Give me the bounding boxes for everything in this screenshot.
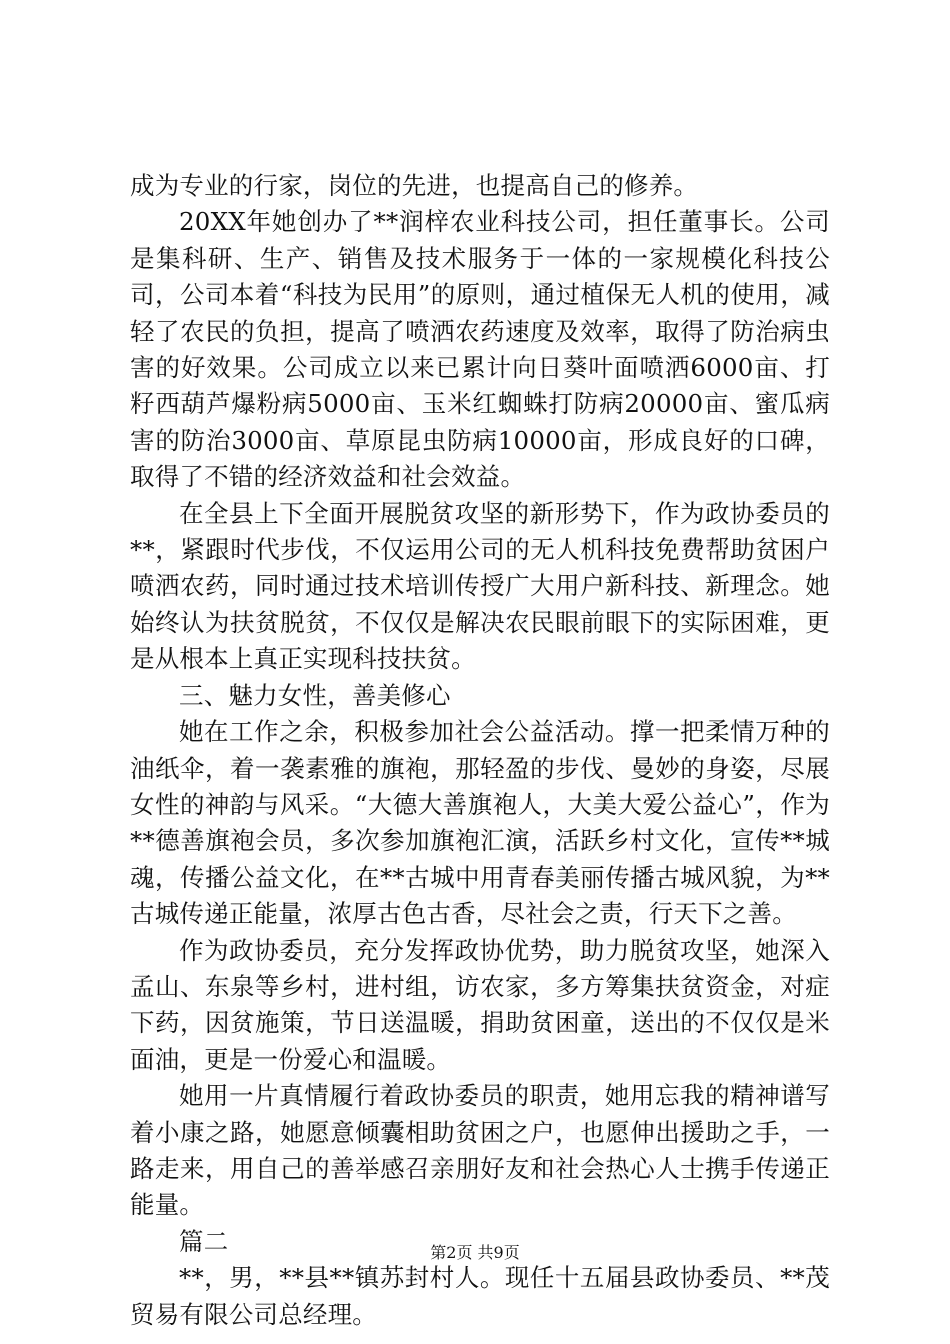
paragraph-3: 在全县上下全面开展脱贫攻坚的新形势下，作为政协委员的**，紧跟时代步伐，不仅运用公司的无人机科技免费帮助贫困户喷洒农药，同时通过技术培训传授广大用户新科技、新理念。她始终认为扶贫脱贫，不仅仅是解决农民眼前眼下的实际困难，更是从根本上真正实现科技扶贫。 [130,498,830,674]
document-body [130,168,830,1333]
paragraph-1: 成为专业的行家，岗位的先进，也提高自己的修养。 [130,171,699,200]
paragraph-2: 20XX年她创办了**润梓农业科技公司，担任董事长。公司是集科研、生产、销售及技术服务于一体的一家规模化科技公司，公司本着“科技为民用”的原则，通过植保无人机的使用，减轻了农民的负担，提高了喷洒农药速度及效率，取得了防治病虫害的好效果。公司成立以来已累计向日葵叶面喷洒6000亩、打籽西葫芦爆粉病5000亩、玉米红蜘蛛打防病20000亩、蜜瓜病害的防治3000亩、草原昆虫防病10000亩，形成良好的口碑，取得了不错的经济效益和社会效益。 [130,207,830,492]
page-number-footer: 第2页 共9页 [430,1243,520,1262]
section-heading-part-two: 篇二 [179,1226,229,1256]
paragraph-9: **，男，**县**镇苏封村人。现任十五届县政协委员、**茂贸易有限公司总经理。 [130,1263,830,1329]
paragraph-5: 她在工作之余，积极参加社会公益活动。撑一把柔情万种的油纸伞，着一袭素雅的旗袍，那轻盈的步伐、曼妙的身姿，尽展女性的神韵与风采。“大德大善旗袍人，大美大爱公益心”，作为**德善旗袍会员，多次参加旗袍汇演，活跃乡村文化，宣传**城魂，传播公益文化，在**古城中用青春美丽传播古城风貌，为**古城传递正能量，浓厚古色古香，尽社会之责，行天下之善。 [130,717,830,929]
paragraph-6: 作为政协委员，充分发挥政协优势，助力脱贫攻坚，她深入孟山、东泉等乡村，进村组，访农家，多方筹集扶贫资金，对症下药，因贫施策，节日送温暖，捐助贫困童，送出的不仅仅是米面油，更是一份爱心和温暖。 [130,935,830,1074]
paragraph-7: 她用一片真情履行着政协委员的职责，她用忘我的精神谱写着小康之路，她愿意倾囊相助贫困之户，也愿伸出援助之手，一路走来，用自己的善举感召亲朋好友和社会热心人士携手传递正能量。 [130,1081,830,1220]
section-heading-3: 三、魅力女性，善美修心 [179,680,451,710]
